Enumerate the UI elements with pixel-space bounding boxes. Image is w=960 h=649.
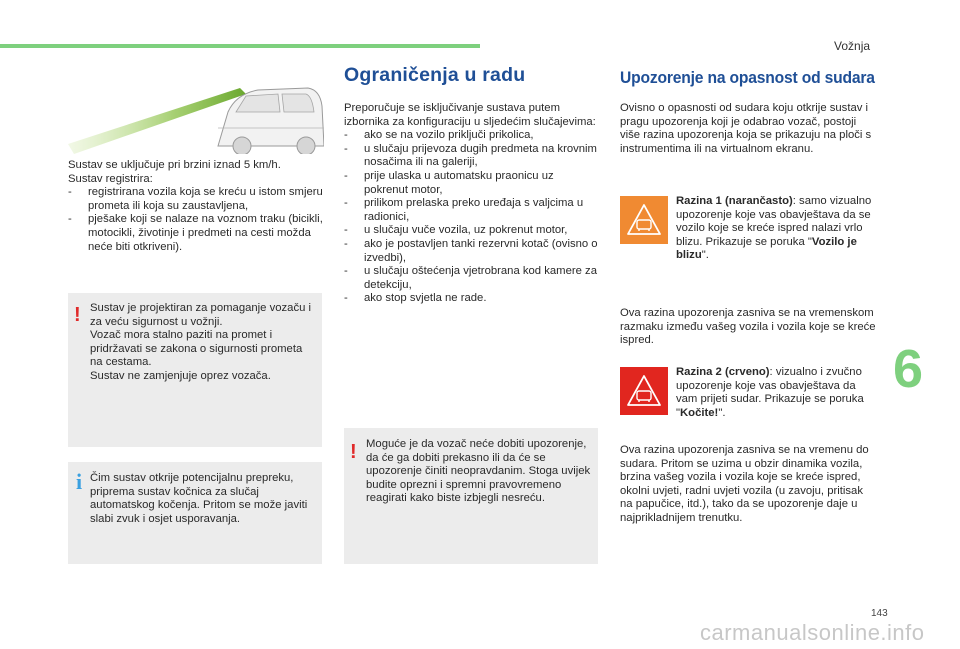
level-1-warning-icon <box>620 196 668 244</box>
level-1-message: Vozilo je blizu <box>676 235 857 262</box>
left-column-text <box>68 159 324 254</box>
warning-text: Moguće je da vozač neće dobiti upozorenje, da će ga dobiti prekasno ili da će se upozorenje činiti neopravdanim. Stoga uvijek budite oprezni i spremni pravovremeno reagirati kako biste izbjegli nesreću. <box>366 438 591 505</box>
level-1-note-text: Ova razina upozorenja zasniva se na vremenskom razmaku između vašeg vozila i vozila koje se kreće ispred. <box>620 307 876 347</box>
level-2-warning-icon <box>620 367 668 415</box>
warning-exclamation-icon: ! <box>74 304 81 326</box>
section-heading-limitations: Ograničenja u radu <box>344 64 526 86</box>
info-note-brake-prep <box>68 462 322 564</box>
activation-speed-text: Sustav se uključuje pri brzini iznad 5 km/h. <box>68 159 281 171</box>
warning-note-system-purpose <box>68 293 322 447</box>
warning-line: Sustav ne zamjenjuje oprez vozača. <box>90 369 271 382</box>
warning-line: Vozač mora stalno paziti na promet i pridržavati se zakona o sigurnosti prometa na cestama. <box>90 329 303 369</box>
list-item: - prije ulaska u automatsku praonicu uz pokrenut motor, <box>344 170 600 197</box>
level-1-note <box>620 307 876 348</box>
level-1-description <box>676 195 876 263</box>
list-item: - ako se na vozilo priključi prikolica, <box>344 129 600 143</box>
warning-exclamation-icon: ! <box>350 441 357 463</box>
registers-label: Sustav registrira: <box>68 172 153 185</box>
collision-intro <box>620 102 876 156</box>
level-2-end: ". <box>718 406 726 419</box>
collision-intro-text: Ovisno o opasnosti od sudara koju otkrije sustav i pragu upozorenja koji je odabrao vozač, postoji više razina upozorenja koja se prikazuju na ploči s instrumentima ili na virtualnom ekranu. <box>620 102 872 155</box>
car-with-beam-icon <box>68 84 324 154</box>
section-label: Vožnja <box>834 39 871 53</box>
level-2-note-text: Ova razina upozorenja zasniva se na vremenu do sudara. Pritom se uzima u obzir dinamika vozila, brzina vašeg vozila i vozila koje se kreće ispred, okolni uvjeti, radni uvjeti vozila (u zavoju, pritisak na papučice, itd.), tako da se upozorenje daje u najprikladnijem trenutku. <box>620 444 869 524</box>
level-1-end: ". <box>701 249 709 262</box>
list-item: - u slučaju vuče vozila, uz pokrenut motor, <box>344 224 600 238</box>
limitations-intro: Preporučuje se isključivanje sustava putem izbornika za konfiguraciju u sljedećim slučajevima: <box>344 102 596 128</box>
level-2-title: Razina 2 (crveno) <box>676 366 770 378</box>
list-item: - u slučaju prijevoza dugih predmeta na krovnim nosačima ili na galeriji, <box>344 143 600 170</box>
level-2-description <box>676 366 876 420</box>
list-item: - registrirana vozila koja se kreću u istom smjeru prometa ili koja su zaustavljena, <box>68 186 324 213</box>
middle-column-text <box>344 102 600 306</box>
section-heading-collision-alert: Upozorenje na opasnost od sudara <box>620 68 875 87</box>
list-item: - ako stop svjetla ne rade. <box>344 292 600 306</box>
list-item: - prilikom prelaska preko uređaja s valjcima u radionici, <box>344 197 600 224</box>
info-i-icon: i <box>76 469 83 494</box>
list-item: - pješake koji se nalaze na voznom traku (bicikli, motocikli, životinje i predmeti na cesti možda neće biti otkriveni). <box>68 213 324 254</box>
level-1-text: : samo vizualno upozorenje koje vas obavještava da se vozilo koje se kreće ispred nalazi vrlo blizu. Prikazuje se poruka " <box>676 195 872 248</box>
section-progress-bar <box>0 44 480 48</box>
level-2-message: Kočite! <box>680 406 719 419</box>
registers-list <box>68 186 324 254</box>
car-detection-illustration <box>68 84 324 154</box>
level-2-note <box>620 444 876 526</box>
page-number: 143 <box>871 608 888 619</box>
level-1-title: Razina 1 (narančasto) <box>676 195 793 207</box>
list-item: - ako je postavljen tanki rezervni kotač (ovisno o izvedbi), <box>344 238 600 265</box>
warning-note-late-alert <box>344 428 598 564</box>
warning-line: Sustav je projektiran za pomaganje vozaču i za veću sigurnost u vožnji. <box>90 302 312 328</box>
watermark: carmanualsonline.info <box>700 620 925 645</box>
limitations-list <box>344 129 600 306</box>
info-text: Čim sustav otkrije potencijalnu prepreku, priprema sustav kočnica za slučaj automatskog kočenja. Pritom se može javiti slabi zvuk i osjet usporavanja. <box>90 472 308 525</box>
chapter-number: 6 <box>893 339 924 399</box>
level-2-text: : vizualno i zvučno upozorenje koje vas obavještava da vam prijeti sudar. Prikazuje se poruka " <box>676 366 864 419</box>
list-item: - u slučaju oštećenja vjetrobrana kod kamere za detekciju, <box>344 265 600 292</box>
